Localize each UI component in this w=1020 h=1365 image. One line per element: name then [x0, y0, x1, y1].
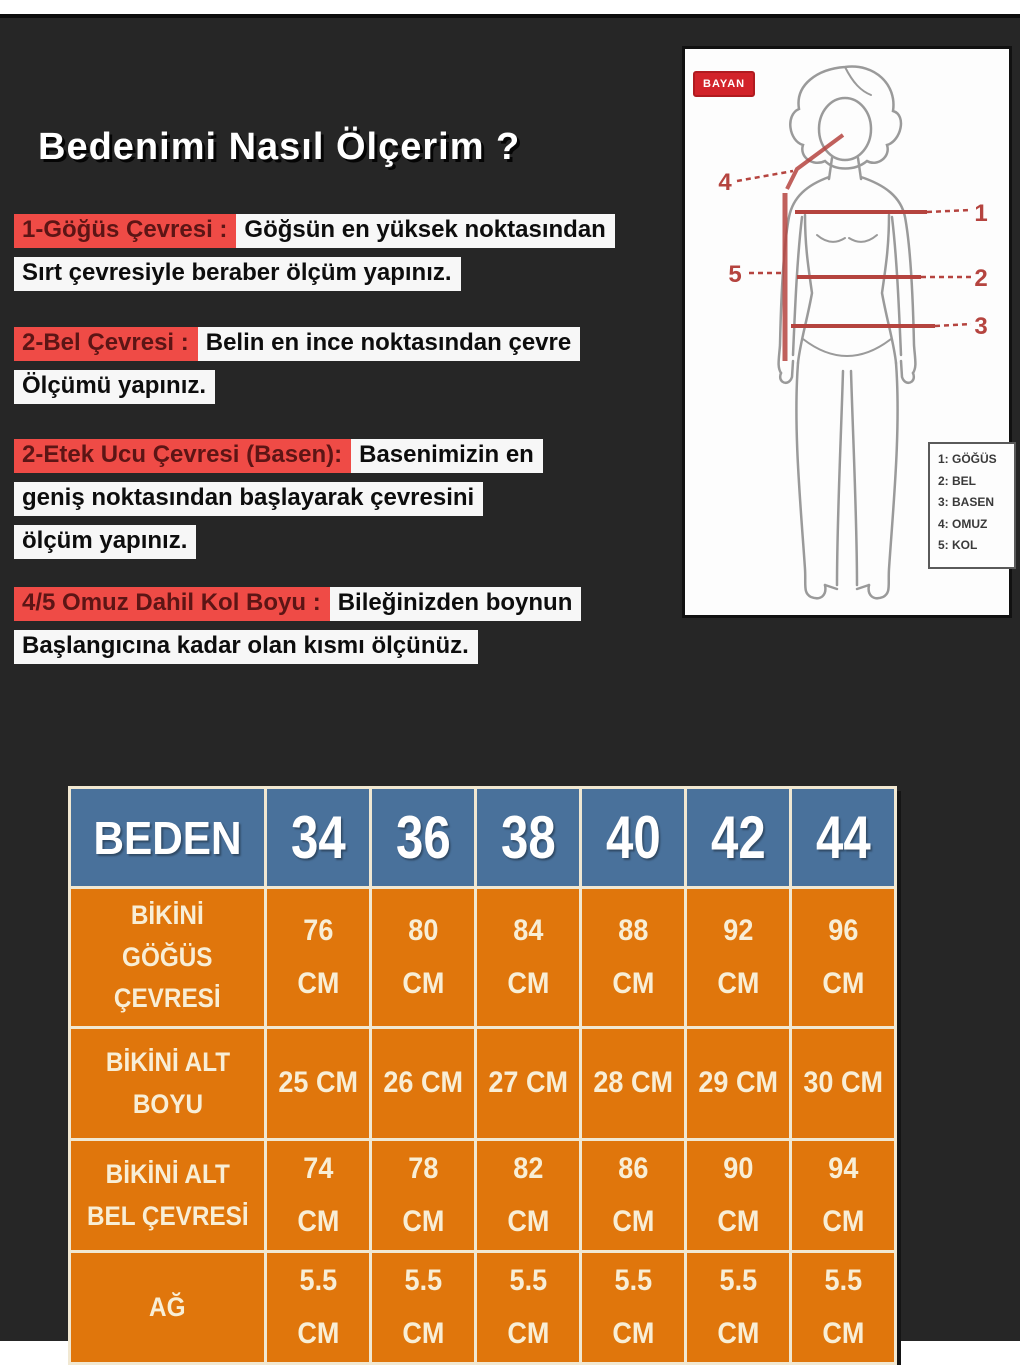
table-header-size-44: 44 [792, 789, 894, 886]
table-cell: 78 CM [372, 1141, 474, 1250]
marker-2: 2 [974, 265, 988, 292]
instruction-line [14, 630, 581, 664]
table-cell: 25 CM [267, 1029, 369, 1138]
marker-3: 3 [974, 313, 988, 340]
table-cell: 94 CM [792, 1141, 894, 1250]
table-cell: 29 CM [687, 1029, 789, 1138]
row-label-bikini-gogus-cevresi: BİKİNİ GÖĞÜS ÇEVRESİ [71, 889, 264, 1026]
instruction-line [14, 257, 615, 291]
table-cell: 27 CM [477, 1029, 579, 1138]
legend-item-basen: 3: BASEN [938, 495, 995, 510]
instruction-line [14, 439, 543, 473]
table-header-size-38: 38 [477, 789, 579, 886]
instruction-line [14, 214, 615, 248]
instruction-label: 2-Etek Ucu Çevresi (Basen): [14, 439, 351, 473]
instruction-text: Sırt çevresiyle beraber ölçüm yapınız. [14, 257, 461, 291]
table-header-size-36: 36 [372, 789, 474, 886]
marker-1: 1 [974, 200, 988, 227]
instruction-line [14, 482, 543, 516]
instruction-text: geniş noktasından başlayarak çevresini [14, 482, 483, 516]
instruction-text: Bileğinizden boynun [330, 587, 582, 621]
marker-5: 5 [728, 261, 742, 288]
bust-dash [927, 210, 971, 212]
table-header-size-40: 40 [582, 789, 684, 886]
legend-item-bel: 2: BEL [938, 473, 977, 488]
marker4-dash [737, 171, 793, 181]
table-cell: 5.5 CM [582, 1253, 684, 1362]
table-cell: 30 CM [792, 1029, 894, 1138]
table-cell: 88 CM [582, 889, 684, 1026]
instruction-text: ölçüm yapınız. [14, 525, 196, 559]
bayan-badge: BAYAN [693, 71, 755, 97]
table-header-size-42: 42 [687, 789, 789, 886]
row-label-bikini-alt-bel-cevresi: BİKİNİ ALT BEL ÇEVRESİ [71, 1141, 264, 1250]
instruction-bel-cevresi [14, 327, 580, 413]
table-cell: 76 CM [267, 889, 369, 1026]
page-title: Bedenimi Nasıl Ölçerim ? [38, 126, 521, 168]
hip-dash [935, 324, 971, 326]
instruction-label: 2-Bel Çevresi : [14, 327, 198, 361]
instruction-text: Göğsün en yüksek noktasından [236, 214, 614, 248]
instruction-line [14, 525, 543, 559]
table-cell: 5.5 CM [792, 1253, 894, 1362]
table-cell: 82 CM [477, 1141, 579, 1250]
legend-item-omuz: 4: OMUZ [938, 516, 988, 531]
instruction-label: 4/5 Omuz Dahil Kol Boyu : [14, 587, 330, 621]
table-header-beden: BEDEN [71, 789, 264, 886]
table-cell: 5.5 CM [267, 1253, 369, 1362]
measurement-figure-box [682, 46, 1012, 618]
instruction-etek-ucu-cevresi [14, 439, 543, 568]
instruction-text: Ölçümü yapınız. [14, 370, 215, 404]
table-cell: 26 CM [372, 1029, 474, 1138]
instruction-text: Belin en ince noktasından çevre [198, 327, 580, 361]
legend-item-gogus: 1: GÖĞÜS [938, 452, 997, 466]
table-cell: 96 CM [792, 889, 894, 1026]
table-cell: 84 CM [477, 889, 579, 1026]
table-cell: 86 CM [582, 1141, 684, 1250]
instruction-line [14, 370, 580, 404]
marker-4: 4 [718, 169, 732, 196]
dark-background-panel [0, 14, 1020, 1350]
table-cell: 5.5 CM [687, 1253, 789, 1362]
instruction-line [14, 587, 581, 621]
instruction-label: 1-Göğüs Çevresi : [14, 214, 236, 248]
table-cell: 74 CM [267, 1141, 369, 1250]
table-cell: 5.5 CM [372, 1253, 474, 1362]
row-label-ag: AĞ [71, 1253, 264, 1362]
row-label-bikini-alt-boyu: BİKİNİ ALT BOYU [71, 1029, 264, 1138]
body-outline [779, 67, 916, 599]
table-cell: 92 CM [687, 889, 789, 1026]
instruction-text: Basenimizin en [351, 439, 543, 473]
table-cell: 80 CM [372, 889, 474, 1026]
table-header-size-34: 34 [267, 789, 369, 886]
instruction-omuz-kol-boyu [14, 587, 581, 673]
instruction-line [14, 327, 580, 361]
size-table [68, 786, 897, 1365]
instruction-gogus-cevresi [14, 214, 615, 300]
legend-item-kol: 5: KOL [938, 538, 978, 553]
table-cell: 90 CM [687, 1141, 789, 1250]
instruction-text: Başlangıcına kadar olan kısmı ölçünüz. [14, 630, 478, 664]
table-cell: 5.5 CM [477, 1253, 579, 1362]
measurement-legend [928, 442, 1016, 569]
table-cell: 28 CM [582, 1029, 684, 1138]
